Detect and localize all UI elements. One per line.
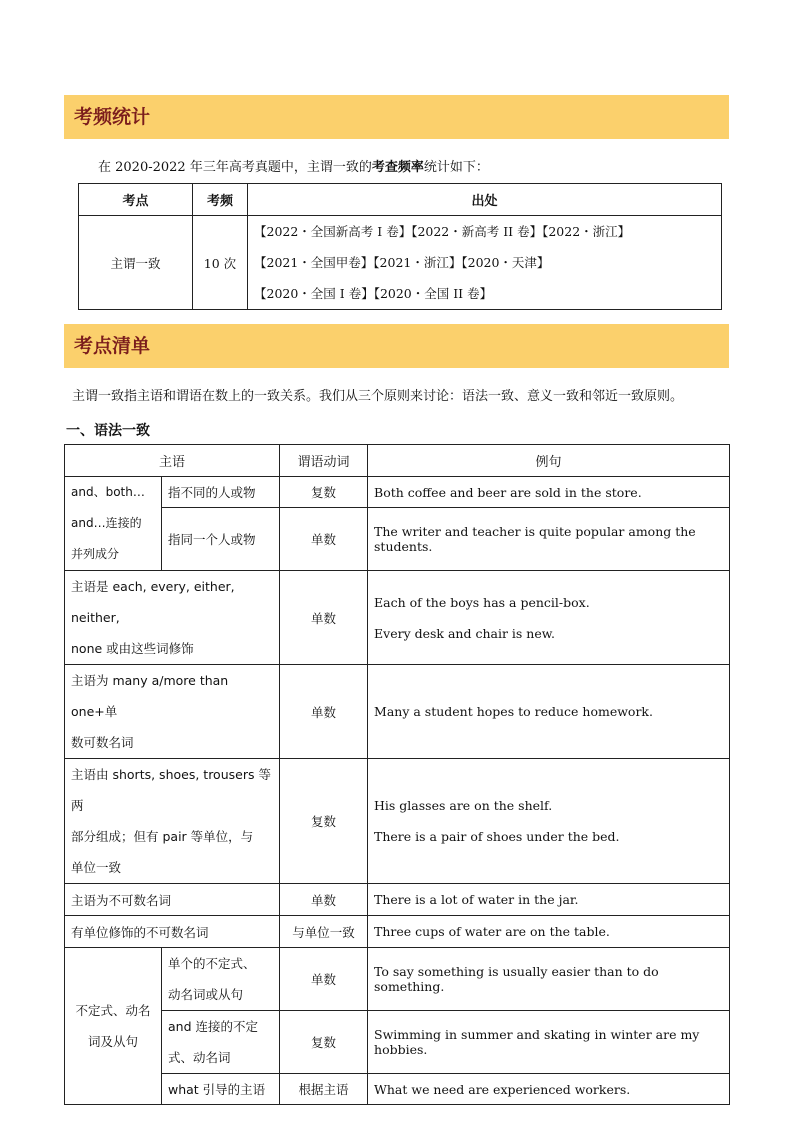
subject-line: and 连接的不定 <box>168 1019 258 1034</box>
example-cell: There is a lot of water in the jar. <box>368 884 730 916</box>
subject-line: and…连接的 <box>71 516 142 530</box>
verb-cell: 复数 <box>280 477 368 508</box>
header-cell: 考点 <box>79 184 193 216</box>
header-cell: 主语 <box>65 445 280 477</box>
subject-cell <box>65 571 280 665</box>
example-line: Each of the boys has a pencil-box. <box>374 594 590 610</box>
table-row <box>65 571 730 665</box>
verb-cell: 单数 <box>280 508 368 571</box>
example-cell <box>368 571 730 665</box>
subheading: 一、语法一致 <box>66 423 150 439</box>
example-cell: Both coffee and beer are sold in the store. <box>368 477 730 508</box>
point-cell: 主谓一致 <box>79 216 193 310</box>
sub-subject-cell <box>162 1011 280 1074</box>
subject-cell: 有单位修饰的不可数名词 <box>65 916 280 948</box>
table-header-row <box>79 184 722 216</box>
grammar-table <box>64 444 730 1105</box>
table-row <box>65 508 730 571</box>
subject-cell <box>65 665 280 759</box>
sub-subject-cell <box>162 948 280 1011</box>
freq-cell: 10 次 <box>193 216 248 310</box>
section-banner-frequency <box>64 95 729 139</box>
subject-group-cell <box>65 948 162 1105</box>
source-line: 【2020・全国 I 卷】【2020・全国 II 卷】 <box>254 286 493 301</box>
subject-line: 单个的不定式、 <box>168 956 256 971</box>
verb-cell: 单数 <box>280 884 368 916</box>
subject-line: 主语为 many a/more than one+单 <box>71 673 229 719</box>
verb-cell: 单数 <box>280 948 368 1011</box>
subject-line: 数可数名词 <box>71 735 134 750</box>
header-cell: 出处 <box>248 184 722 216</box>
subject-line: 部分组成；但有 pair 等单位，与 <box>71 829 254 844</box>
verb-cell: 单数 <box>280 571 368 665</box>
example-cell: To say something is usually easier than to do something. <box>368 948 730 1011</box>
sub-subject-cell: 指不同的人或物 <box>162 477 280 508</box>
example-line: There is a pair of shoes under the bed. <box>374 829 620 844</box>
verb-cell: 复数 <box>280 1011 368 1074</box>
section-title: 考频统计 <box>74 106 151 128</box>
subject-line: and、both… <box>71 485 145 499</box>
verb-cell: 单数 <box>280 665 368 759</box>
table-row <box>65 1074 730 1105</box>
verb-cell: 复数 <box>280 759 368 884</box>
table-row <box>65 916 730 948</box>
example-cell: Swimming in summer and skating in winter are my hobbies. <box>368 1011 730 1074</box>
example-cell: Many a student hopes to reduce homework. <box>368 665 730 759</box>
table-row <box>65 665 730 759</box>
section-banner-checklist <box>64 324 729 368</box>
verb-cell: 与单位一致 <box>280 916 368 948</box>
table-header-row <box>65 445 730 477</box>
header-cell: 例句 <box>368 445 730 477</box>
subject-line: 式、动名词 <box>168 1050 231 1065</box>
example-line: His glasses are on the shelf. <box>374 798 553 813</box>
subject-line: 主语是 each, every, either, neither, <box>71 579 235 625</box>
subject-line: 主语由 shorts, shoes, trousers 等两 <box>71 767 271 813</box>
table-row <box>65 477 730 508</box>
table-row <box>65 759 730 884</box>
example-line: Every desk and chair is new. <box>374 625 555 641</box>
table-row <box>65 884 730 916</box>
intro-bold: 考查频率 <box>371 160 424 175</box>
header-cell: 考频 <box>193 184 248 216</box>
intro-text-end: 统计如下： <box>423 160 489 175</box>
subject-cell <box>65 759 280 884</box>
subject-line: none 或由这些词修饰 <box>71 641 194 656</box>
example-cell: Three cups of water are on the table. <box>368 916 730 948</box>
table-row <box>79 216 722 310</box>
frequency-table <box>78 183 722 310</box>
subject-line: 动名词或从句 <box>168 987 244 1002</box>
table-row <box>65 1011 730 1074</box>
example-cell: The writer and teacher is quite popular among the students. <box>368 508 730 571</box>
overview-paragraph: 主谓一致指主语和谓语在数上的一致关系。我们从三个原则来讨论：语法一致、意义一致和邻近一致原则。 <box>72 389 684 404</box>
source-line: 【2021・全国甲卷】【2021・浙江】【2020・天津】 <box>254 255 550 270</box>
example-cell: What we need are experienced workers. <box>368 1074 730 1105</box>
sources-cell <box>248 216 722 310</box>
source-line: 【2022・全国新高考 I 卷】【2022・新高考 II 卷】【2022・浙江】 <box>254 224 631 239</box>
sub-subject-cell: what 引导的主语 <box>162 1074 280 1105</box>
subject-line: 不定式、动名 <box>75 1003 151 1018</box>
header-cell: 谓语动词 <box>280 445 368 477</box>
table-row <box>65 948 730 1011</box>
sub-subject-cell: 指同一个人或物 <box>162 508 280 571</box>
example-cell <box>368 759 730 884</box>
subject-line: 单位一致 <box>71 860 122 875</box>
section-title: 考点清单 <box>74 335 151 357</box>
subject-line: 并列成分 <box>71 547 120 561</box>
intro-paragraph <box>98 158 489 178</box>
intro-text: 在 2020-2022 年三年高考真题中，主谓一致的 <box>98 160 372 175</box>
subject-group-cell <box>65 477 162 571</box>
subject-cell: 主语为不可数名词 <box>65 884 280 916</box>
verb-cell: 根据主语 <box>280 1074 368 1105</box>
subject-line: 词及从句 <box>87 1034 138 1049</box>
